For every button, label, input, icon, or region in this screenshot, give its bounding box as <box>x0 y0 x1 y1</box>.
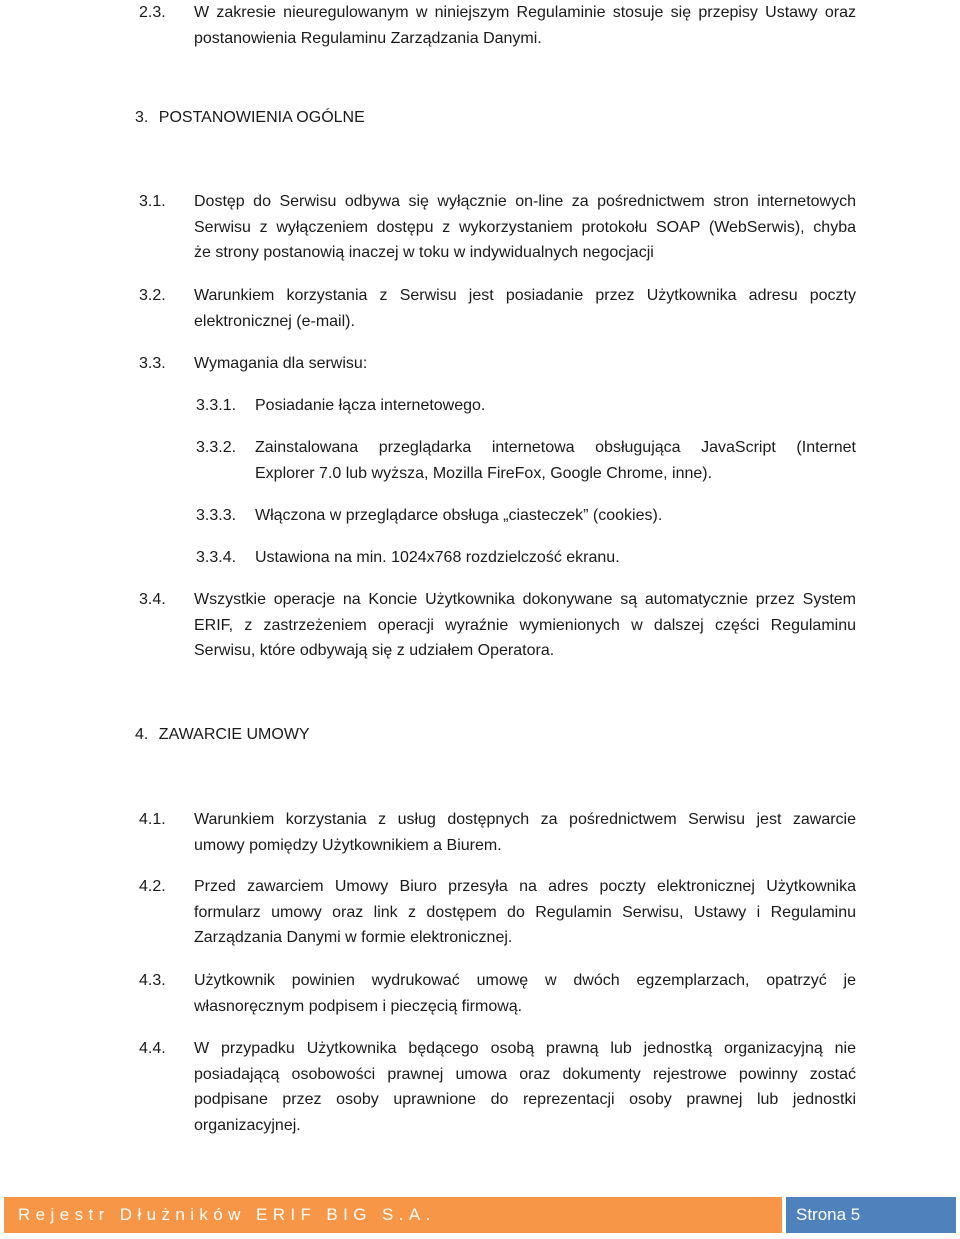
paragraph-number: 3.1. <box>139 193 166 210</box>
paragraph-line: podpisane przez osoby uprawnione do reprezentacji osoby prawnej lub jednostki <box>194 1091 856 1108</box>
paragraph-number: 3.4. <box>139 591 166 608</box>
paragraph-number: 3.3. <box>139 355 166 372</box>
paragraph-line: Przed zawarciem Umowy Biuro przesyła na adres poczty elektronicznej Użytkownika <box>194 878 856 895</box>
paragraph-line: umowy pomiędzy Użytkownikiem a Biurem. <box>194 836 502 854</box>
paragraph-line: W przypadku Użytkownika będącego osobą prawną lub jednostką organizacyjną nie <box>194 1040 856 1057</box>
page-footer <box>0 1197 960 1233</box>
paragraph-4-3 <box>0 968 960 1020</box>
paragraph-line: Ustawiona na min. 1024x768 rozdzielczość ekranu. <box>255 549 620 566</box>
paragraph-3-2 <box>0 283 960 335</box>
paragraph-3-3 <box>0 351 960 377</box>
paragraph-line: Dostęp do Serwisu odbywa się wyłącznie on-line za pośrednictwem stron internetowych <box>194 193 856 210</box>
section-title: ZAWARCIE UMOWY <box>158 726 310 743</box>
paragraph-line: Posiadanie łącza internetowego. <box>255 397 486 414</box>
paragraph-number: 3.3.3. <box>196 507 237 524</box>
paragraph-line: Zainstalowana przeglądarka internetowa obsługująca JavaScript (Internet <box>255 439 856 456</box>
paragraph-line: Warunkiem korzystania z Serwisu jest posiadanie przez Użytkownika adresu poczty <box>194 287 856 304</box>
paragraph-line: Wszystkie operacje na Koncie Użytkownika dokonywane są automatycznie przez System <box>194 591 856 608</box>
page-number: Strona 5 <box>796 1205 861 1224</box>
paragraph-line: Explorer 7.0 lub wyższa, Mozilla FireFox, Google Chrome, inne). <box>255 464 713 482</box>
paragraph-line: Wymagania dla serwisu: <box>194 355 368 372</box>
paragraph-3-3-2 <box>0 435 960 487</box>
paragraph-4-1 <box>0 807 960 859</box>
paragraph-3-3-1 <box>0 393 960 419</box>
paragraph-3-1 <box>0 189 960 267</box>
paragraph-number: 4.3. <box>139 972 166 989</box>
paragraph-number: 4.4. <box>139 1040 166 1057</box>
section-heading-3 <box>135 105 365 130</box>
footer-company-name: Rejestr Dłużników ERIF BIG S.A. <box>18 1205 436 1224</box>
paragraph-line: postanowienia Regulaminu Zarządzania Danymi. <box>194 29 542 47</box>
paragraph-line: organizacyjnej. <box>194 1116 301 1134</box>
paragraph-number: 3.3.4. <box>196 549 237 566</box>
section-title: POSTANOWIENIA OGÓLNE <box>158 109 365 126</box>
paragraph-number: 2.3. <box>139 4 166 21</box>
paragraph-line: Użytkownik powinien wydrukować umowę w dwóch egzemplarzach, opatrzyć je <box>194 972 856 989</box>
paragraph-3-3-4 <box>0 545 960 571</box>
paragraph-number: 3.2. <box>139 287 166 304</box>
paragraph-line: Włączona w przeglądarce obsługa „ciasteczek” (cookies). <box>255 507 663 524</box>
paragraph-line: elektronicznej (e-mail). <box>194 312 355 330</box>
paragraph-2-3 <box>0 0 960 52</box>
paragraph-3-4 <box>0 587 960 665</box>
paragraph-line: Serwisu z wyłączeniem dostępu z wykorzystaniem protokołu SOAP (WebSerwis), chyba <box>194 218 856 236</box>
paragraph-line: posiadającą osobowości prawnej umowa oraz dokumenty rejestrowe powinny zostać <box>194 1065 856 1083</box>
section-number: 3. <box>135 109 149 126</box>
paragraph-line: ERIF, z zastrzeżeniem operacji wyraźnie wymienionych w dalszej części Regulaminu <box>194 616 856 634</box>
footer-page-bar <box>786 1197 956 1233</box>
paragraph-number: 3.3.2. <box>196 439 237 456</box>
paragraph-line: własnoręcznym podpisem i pieczęcią firmową. <box>194 997 523 1015</box>
paragraph-line: że strony postanowią inaczej w toku w indywidualnych negocjacji <box>194 244 654 261</box>
paragraph-line: Serwisu, które odbywają się z udziałem Operatora. <box>194 642 555 659</box>
section-number: 4. <box>135 726 149 743</box>
paragraph-number: 3.3.1. <box>196 397 237 414</box>
paragraph-line: formularz umowy oraz link z dostępem do Regulamin Serwisu, Ustawy i Regulaminu <box>194 903 856 921</box>
paragraph-4-2 <box>0 874 960 952</box>
paragraph-4-4 <box>0 1036 960 1140</box>
paragraph-3-3-3 <box>0 503 960 529</box>
paragraph-line: W zakresie nieuregulowanym w niniejszym Regulaminie stosuje się przepisy Ustawy oraz <box>194 4 856 21</box>
paragraph-number: 4.1. <box>139 811 166 828</box>
footer-company-bar <box>4 1197 782 1233</box>
section-heading-4 <box>135 722 310 747</box>
paragraph-number: 4.2. <box>139 878 166 895</box>
paragraph-line: Zarządzania Danymi w formie elektronicznej. <box>194 929 513 946</box>
paragraph-line: Warunkiem korzystania z usług dostępnych za pośrednictwem Serwisu jest zawarcie <box>194 811 856 828</box>
